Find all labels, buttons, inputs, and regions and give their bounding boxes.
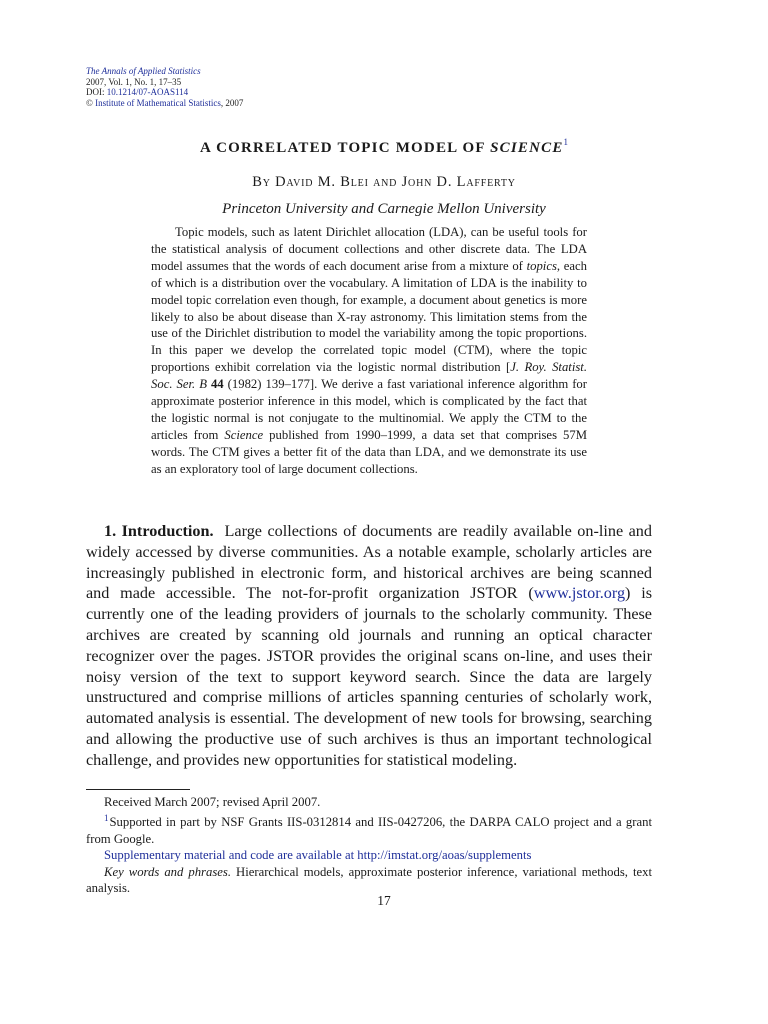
intro-text-2: ) is currently one of the leading providers of journals to the scholarly community. These archives are created by scanning old journals and running an optical character recognizer over the pages. JSTOR provides the original scans on-line, and uses their noisy version of the text to support keyword search. Since the data are largely unstructured and comprise millions of articles spanning centuries of scholarly work, automated analysis is essential. The development of new tools for browsing, searching and allowing the productive use of such archives is thus an important technological challenge, and provides new opportunities for statistical modeling. — [86, 584, 653, 769]
abstract-citation-volume: 44 — [206, 377, 224, 392]
keywords-note — [86, 864, 652, 897]
byline: By David M. Blei and John D. Lafferty — [252, 174, 516, 190]
footnote-rule — [86, 789, 190, 790]
section-heading: 1. Introduction. — [104, 522, 214, 540]
keywords-label: Key words and phrases. — [104, 864, 232, 879]
doi-link[interactable]: 10.1214/07-AOAS114 — [106, 87, 189, 97]
page-number: 17 — [377, 893, 391, 908]
abstract-text-1: Topic models, such as latent Dirichlet allocation (LDA), can be useful tools for the statistical analysis of document collections and other discrete data. The LDA model assumes that the words of each document arise from a mixture of — [151, 225, 587, 273]
abstract-italic-science: Science — [224, 427, 264, 442]
affiliation: Princeton University and Carnegie Mellon University — [222, 201, 546, 217]
title-footnote-mark[interactable]: 1 — [563, 137, 569, 147]
doi-label: DOI: — [86, 87, 105, 97]
jstor-link[interactable]: www.jstor.org — [533, 584, 626, 603]
intro-text-1: Large collections of documents are readily available on-line and widely accessed by diverse communities. As a notable example, scholarly articles are increasingly published in electronic form, and historical archives are being scanned and made accessible. The not-for-profit organization JSTOR ( — [86, 522, 652, 603]
abstract-text-4: published from 1990–1999, a data set that comprises 57M words. The CTM gives a better fit of the data than LDA, and we demonstrate its use as an exploratory tool of large document collections. — [151, 427, 588, 476]
journal-name[interactable]: The Annals of Applied Statistics — [86, 66, 201, 76]
title-italic: SCIENCE — [490, 140, 564, 156]
footnote-1 — [86, 810, 652, 847]
title-text: A CORRELATED TOPIC MODEL OF — [199, 140, 486, 156]
footnote-1-text: Supported in part by NSF Grants IIS-0312814 and IIS-0427206, the DARPA CALO project and a grant from Google. — [86, 815, 652, 846]
copyright-symbol: © — [86, 97, 93, 108]
footnote-1-mark: 1 — [104, 813, 109, 824]
abstract — [151, 224, 587, 478]
abstract-citation-journal: J. Roy. Statist. Soc. Ser. B — [151, 360, 587, 392]
abstract-italic-topics: topics — [526, 258, 557, 273]
journal-header — [86, 66, 386, 108]
copyright-year: , 2007 — [220, 97, 244, 108]
paper-title — [0, 137, 768, 157]
volume-line: 2007, Vol. 1, No. 1, 17–35 — [86, 76, 182, 87]
keywords-text: Hierarchical models, approximate posterior inference, variational methods, text analysis. — [86, 864, 652, 896]
abstract-text-3: (1982) 139–177]. We derive a fast variational inference algorithm for approximate posterior inference in this model, which is complicated by the fact that the logistic normal is not conjugate to the multinomial. We apply the CTM to the articles from — [151, 377, 588, 442]
received-note: Received March 2007; revised April 2007. — [104, 795, 321, 809]
abstract-paragraph — [151, 224, 587, 478]
abstract-text-2: , each of which is a distribution over the vocabulary. A limitation of LDA is the inability to model topic correlation even though, for example, a document about genetics is more likely to also be about disease than X-ray astronomy. This limitation stems from the use of the Dirichlet distribution to model the variability among the topic proportions. In this paper we develop the correlated topic model (CTM), where the topic proportions exhibit correlation via the logistic normal distribution [ — [151, 258, 587, 375]
introduction-section — [86, 521, 652, 771]
copyright-org-link[interactable]: Institute of Mathematical Statistics — [95, 97, 221, 108]
copyright-line — [86, 98, 386, 109]
intro-paragraph — [86, 521, 652, 771]
doi-line — [86, 87, 386, 98]
footnotes — [86, 794, 652, 896]
supplementary-link[interactable]: Supplementary material and code are available at http://imstat.org/aoas/supplements — [104, 848, 532, 863]
